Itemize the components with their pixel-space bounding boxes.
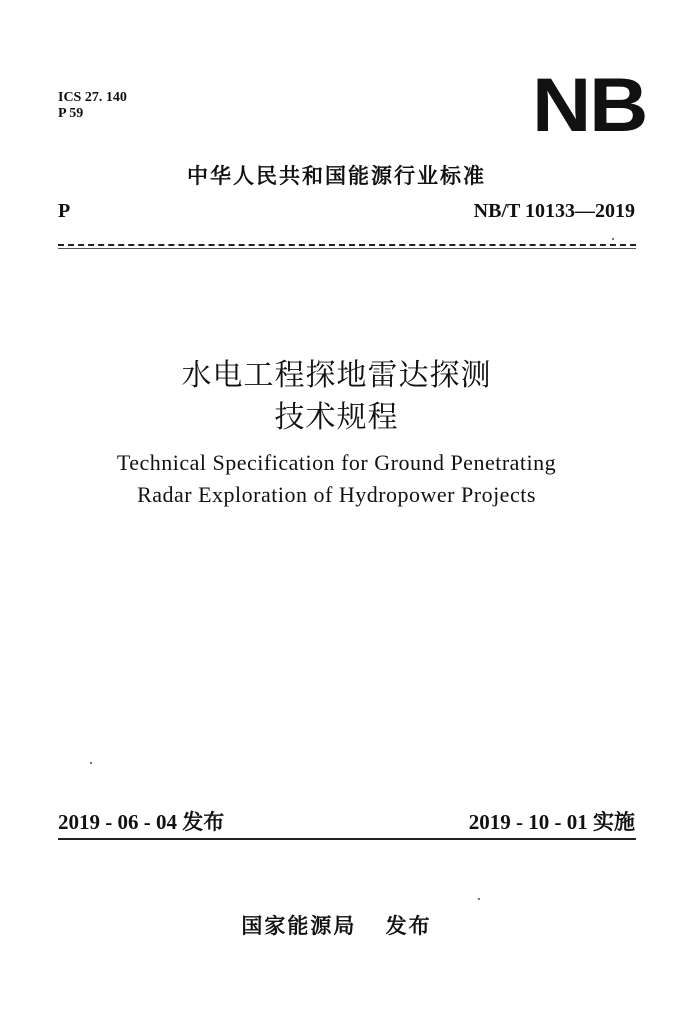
bottom-divider	[58, 838, 636, 840]
title-zh-line2: 技术规程	[274, 400, 399, 435]
scan-speck	[612, 238, 614, 240]
implementation-date: 2019 - 10 - 01 实施	[468, 810, 635, 834]
title-en-line2: Radar Exploration of Hydropower Projects	[137, 482, 536, 507]
top-divider	[58, 244, 636, 246]
scan-speck	[478, 898, 480, 900]
ccs-code: P 59	[58, 106, 84, 121]
standard-number: NB/T 10133—2019	[473, 200, 635, 222]
standard-type: 中华人民共和国能源行业标准	[187, 164, 486, 188]
nb-logo: NB	[532, 63, 647, 148]
scan-speck	[90, 762, 92, 764]
ics-classification	[58, 90, 127, 122]
title-en-line1: Technical Specification for Ground Penetrating	[116, 450, 557, 475]
publisher: 国家能源局 发布	[241, 914, 432, 938]
ics-code: ICS 27. 140	[58, 90, 127, 105]
title-zh-line1: 水电工程探地雷达探测	[181, 358, 492, 393]
category-code: P	[58, 200, 71, 222]
issue-date: 2019 - 06 - 04 发布	[58, 810, 225, 834]
top-divider-thin	[58, 248, 636, 249]
